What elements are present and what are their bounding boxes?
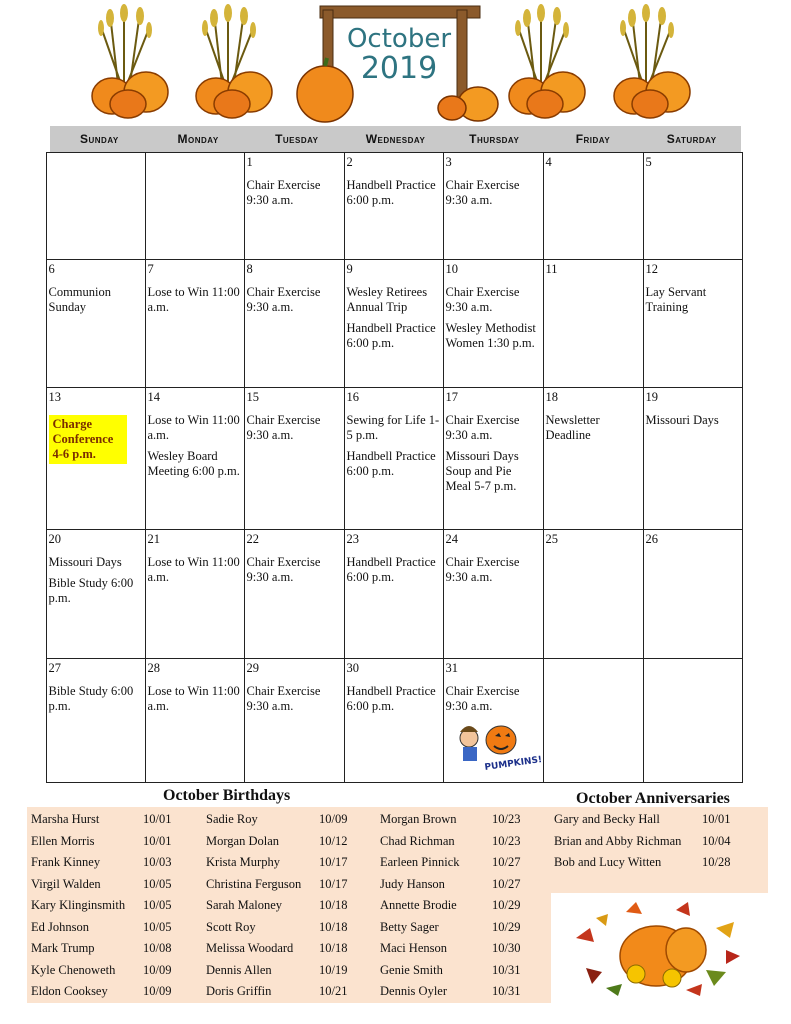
birthday-name: Christina Ferguson	[206, 876, 302, 891]
birthday-date: 10/18	[319, 941, 348, 955]
birthday-date: 10/29	[492, 898, 521, 912]
weekday-saturday: Saturday	[666, 132, 717, 146]
day-number: 28	[147, 660, 160, 675]
birthday-name: Genie Smith	[380, 962, 443, 977]
day-number: 6	[48, 261, 55, 276]
anniversary-name: Brian and Abby Richman	[554, 833, 682, 848]
corn-pumpkin-icon	[610, 4, 700, 120]
calendar-event: Wesley Board Meeting 6:00 p.m.	[147, 448, 240, 478]
calendar-event: Chair Exercise 9:30 a.m.	[246, 412, 321, 442]
calendar-event: Chair Exercise 9:30 a.m.	[246, 284, 321, 314]
day-number: 13	[48, 389, 61, 404]
day-number: 17	[445, 389, 458, 404]
anniversary-date: 10/01	[702, 812, 731, 826]
day-cell	[145, 152, 246, 261]
calendar-event: Chair Exercise 9:30 a.m.	[445, 177, 520, 207]
birthday-date: 10/27	[492, 855, 521, 869]
birthday-date: 10/08	[143, 941, 172, 955]
corn-pumpkin-icon	[505, 4, 595, 120]
day-number: 20	[48, 531, 61, 546]
calendar-event: Lose to Win 11:00 a.m.	[147, 284, 240, 314]
day-number: 12	[645, 261, 658, 276]
corn-pumpkin-icon	[88, 4, 178, 120]
calendar-event: Missouri Days Soup and Pie Meal 5-7 p.m.	[445, 448, 519, 493]
birthday-name: Chad Richman	[380, 833, 455, 848]
birthday-date: 10/12	[319, 833, 348, 848]
birthday-date: 10/18	[319, 898, 348, 912]
anniversary-date: 10/04	[702, 833, 731, 848]
day-number: 25	[545, 531, 558, 546]
day-number: 29	[246, 660, 259, 675]
clipart-caption: PUMPKINS!	[484, 755, 543, 773]
day-number: 5	[645, 154, 652, 169]
birthday-name: Sadie Roy	[206, 812, 258, 826]
birthday-name: Betty Sager	[380, 919, 439, 934]
birthday-name: Kyle Chenoweth	[31, 962, 116, 977]
weekday-friday: Friday	[575, 132, 611, 146]
day-cell	[643, 387, 743, 531]
day-number: 22	[246, 531, 259, 546]
calendar-event: Chair Exercise 9:30 a.m.	[445, 554, 520, 584]
calendar-event: Wesley Methodist Women 1:30 p.m.	[445, 320, 536, 350]
day-number: 30	[346, 660, 359, 675]
birthday-name: Morgan Brown	[380, 812, 457, 826]
weekday-header	[50, 126, 741, 152]
day-cell	[244, 259, 346, 389]
calendar-event: Missouri Days	[645, 412, 719, 427]
weekday-tuesday: Tuesday	[275, 132, 319, 146]
calendar-event: Communion Sunday	[48, 284, 112, 314]
birthday-date: 10/23	[492, 812, 521, 826]
day-cell	[46, 259, 147, 389]
month-title	[340, 26, 458, 84]
day-number: 27	[48, 660, 61, 675]
day-cell	[344, 152, 445, 261]
day-number: 2	[346, 154, 353, 169]
day-cell	[46, 152, 147, 261]
day-number: 8	[246, 261, 253, 276]
day-cell	[145, 529, 246, 660]
calendar-event: Newsletter Deadline	[545, 412, 600, 442]
day-number: 18	[545, 389, 558, 404]
day-cell	[145, 259, 246, 389]
day-cell	[244, 529, 346, 660]
calendar-event: Handbell Practice 6:00 p.m.	[346, 683, 436, 713]
birthday-date: 10/09	[143, 962, 172, 977]
calendar-event: Chair Exercise 9:30 a.m.	[246, 554, 321, 584]
birthday-date: 10/29	[492, 919, 521, 934]
day-cell	[643, 529, 743, 660]
birthday-date: 10/03	[143, 855, 172, 869]
anniversary-name: Bob and Lucy Witten	[554, 855, 662, 869]
day-number: 21	[147, 531, 160, 546]
birthday-name: Dennis Allen	[206, 962, 272, 977]
calendar-event: Bible Study 6:00 p.m.	[48, 683, 134, 713]
day-cell	[643, 152, 743, 261]
calendar-grid	[46, 152, 743, 782]
birthday-date: 10/05	[143, 876, 172, 891]
calendar-event: Handbell Practice 6:00 p.m.	[346, 177, 436, 207]
birthday-date: 10/05	[143, 919, 172, 934]
day-cell	[244, 152, 346, 261]
day-cell	[46, 658, 147, 784]
birthday-date: 10/31	[492, 962, 521, 977]
birthday-name: Judy Hanson	[380, 876, 445, 891]
day-cell	[344, 259, 445, 389]
birthday-date: 10/01	[143, 833, 172, 848]
birthday-name: Virgil Walden	[31, 876, 101, 891]
anniversary-date: 10/28	[702, 855, 731, 869]
calendar-event: Handbell Practice 6:00 p.m.	[346, 448, 436, 478]
day-number: 26	[645, 531, 658, 546]
calendar-event: Lose to Win 11:00 a.m.	[147, 683, 240, 713]
day-cell	[145, 387, 246, 531]
day-cell	[443, 259, 545, 389]
day-number: 23	[346, 531, 359, 546]
day-cell	[543, 259, 645, 389]
day-cell	[443, 529, 545, 660]
day-number: 7	[147, 261, 154, 276]
weekday-sunday: Sunday	[80, 132, 119, 146]
calendar-event: Chair Exercise 9:30 a.m.	[445, 284, 520, 314]
calendar-event: Lose to Win 11:00 a.m.	[147, 412, 240, 442]
birthday-date: 10/17	[319, 855, 348, 869]
birthday-date: 10/19	[319, 962, 348, 977]
day-cell	[344, 387, 445, 531]
birthday-name: Dennis Oyler	[380, 984, 447, 998]
birthday-date: 10/21	[319, 984, 348, 998]
anniversary-name: Gary and Becky Hall	[554, 812, 660, 826]
day-cell	[244, 658, 346, 784]
birthday-name: Ed Johnson	[31, 919, 89, 934]
highlighted-event: Charge Conference 4-6 p.m.	[49, 415, 127, 464]
day-cell	[344, 658, 445, 784]
day-cell	[443, 152, 545, 261]
day-number: 19	[645, 389, 658, 404]
day-cell	[46, 529, 147, 660]
day-cell	[543, 658, 645, 784]
autumn-leaves-pumpkin-icon	[566, 898, 746, 1002]
anniversaries-title: October Anniversaries	[576, 790, 730, 807]
birthday-name: Krista Murphy	[206, 855, 280, 869]
birthday-date: 10/31	[492, 984, 521, 998]
day-number: 16	[346, 389, 359, 404]
birthday-name: Melissa Woodard	[206, 941, 294, 955]
day-cell	[46, 387, 147, 531]
birthday-date: 10/30	[492, 941, 521, 955]
birthday-name: Frank Kinney	[31, 855, 101, 869]
day-number: 24	[445, 531, 458, 546]
calendar-event: Chair Exercise 9:30 a.m.	[445, 683, 520, 713]
birthday-name: Doris Griffin	[206, 984, 272, 998]
day-number: 31	[445, 660, 458, 675]
day-cell	[145, 658, 246, 784]
day-cell	[643, 658, 743, 784]
calendar-event: Sewing for Life 1-5 p.m.	[346, 412, 440, 442]
calendar-event: Chair Exercise 9:30 a.m.	[246, 177, 321, 207]
birthday-name: Ellen Morris	[31, 833, 95, 848]
year: 2019	[360, 51, 438, 86]
calendar-event: Chair Exercise 9:30 a.m.	[246, 683, 321, 713]
birthday-name: Eldon Cooksey	[31, 984, 108, 998]
birthday-date: 10/09	[143, 984, 172, 998]
weekday-wednesday: Wednesday	[365, 132, 426, 146]
birthday-date: 10/17	[319, 876, 348, 891]
weekday-monday: Monday	[177, 132, 219, 146]
day-number: 14	[147, 389, 160, 404]
calendar-event: Chair Exercise 9:30 a.m.	[445, 412, 520, 442]
day-cell	[443, 387, 545, 531]
weekday-thursday: Thursday	[469, 132, 520, 146]
birthday-name: Morgan Dolan	[206, 833, 280, 848]
day-cell	[543, 529, 645, 660]
day-number: 1	[246, 154, 253, 169]
day-cell	[344, 529, 445, 660]
birthday-name: Scott Roy	[206, 919, 256, 934]
calendar-event: Lay Servant Training	[645, 284, 707, 314]
birthday-date: 10/18	[319, 919, 348, 934]
birthday-name: Maci Henson	[380, 941, 447, 955]
day-number: 10	[445, 261, 458, 276]
calendar-event: Wesley Retirees Annual Trip	[346, 284, 428, 314]
day-number: 3	[445, 154, 452, 169]
day-number: 15	[246, 389, 259, 404]
birthday-date: 10/09	[319, 812, 348, 826]
day-cell	[543, 152, 645, 261]
calendar-event: Handbell Practice 6:00 p.m.	[346, 320, 436, 350]
calendar-event: Missouri Days	[48, 554, 122, 569]
birthday-name: Marsha Hurst	[31, 812, 100, 826]
pumpkins-clipart-icon	[455, 718, 543, 774]
birthday-name: Kary Klinginsmith	[31, 898, 126, 912]
birthday-date: 10/23	[492, 833, 521, 848]
day-cell	[643, 259, 743, 389]
day-cell	[543, 387, 645, 531]
birthday-name: Earleen Pinnick	[380, 855, 460, 869]
birthday-name: Mark Trump	[31, 941, 95, 955]
day-number: 4	[545, 154, 552, 169]
calendar-event: Bible Study 6:00 p.m.	[48, 575, 134, 605]
birthday-name: Sarah Maloney	[206, 898, 283, 912]
day-number: 9	[346, 261, 353, 276]
corn-pumpkin-icon	[192, 4, 282, 120]
birthday-name: Annette Brodie	[380, 898, 457, 912]
day-number: 11	[545, 261, 558, 276]
month-name: October	[346, 24, 452, 54]
birthdays-title: October Birthdays	[163, 787, 291, 804]
birthday-date: 10/01	[143, 812, 172, 826]
birthday-date: 10/27	[492, 876, 521, 891]
day-cell	[244, 387, 346, 531]
calendar-event: Lose to Win 11:00 a.m.	[147, 554, 240, 584]
birthday-date: 10/05	[143, 898, 172, 912]
calendar-event: Handbell Practice 6:00 p.m.	[346, 554, 436, 584]
